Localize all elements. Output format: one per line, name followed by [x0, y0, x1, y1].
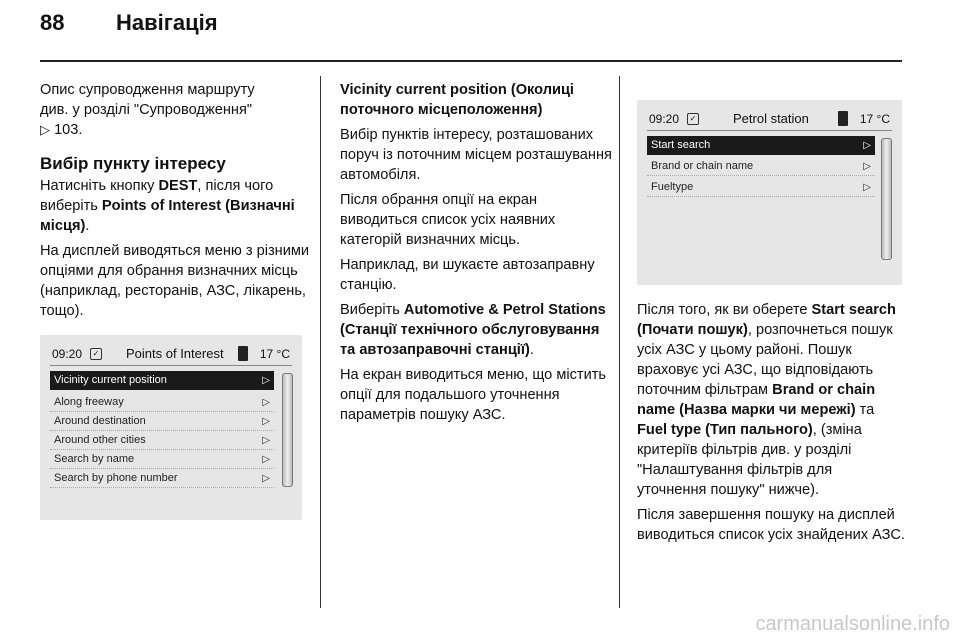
screen-title: Petrol station: [733, 111, 809, 126]
screen-time: 09:20: [52, 347, 83, 361]
thermometer-icon: [838, 111, 848, 126]
column-divider-right: [619, 76, 620, 608]
right-column: [637, 300, 905, 550]
chevron-right-icon: ▷: [262, 473, 270, 484]
chevron-right-icon: ▷: [262, 375, 270, 386]
screen-menu-item: Start search ▷: [647, 136, 875, 155]
screen-status-bar: [647, 108, 892, 131]
chevron-right-icon: ▷: [262, 435, 270, 446]
menu-description: На дисплей виводяться меню з різними опціями для обрання визначних місць (наприклад, ресторанів, АЗС, лікарень, тощо).: [40, 243, 310, 319]
clock-icon: ✓: [687, 113, 699, 125]
screen-menu-item: Brand or chain name ▷: [647, 157, 875, 176]
screen-menu-item: Search by name ▷: [50, 450, 274, 469]
petrol-station-screen-image: [637, 100, 902, 285]
screen-menu-item: Vicinity current position ▷: [50, 371, 274, 390]
clock-icon: ✓: [90, 348, 102, 360]
screen-menu-item: Fueltype ▷: [647, 178, 875, 197]
page-number: 88: [40, 10, 65, 35]
vicinity-heading: Vicinity current position (Околиці поточного місцеположення): [340, 82, 574, 118]
screen-temperature: 17 °C: [259, 347, 290, 361]
refine-menu-description: На екран виводиться меню, що містить опції для подальшого уточнення параметрів пошуку АЗС.: [340, 367, 607, 423]
middle-column: [340, 80, 612, 430]
screen-menu-item: Around other cities ▷: [50, 431, 274, 450]
screen-menu-item: Around destination ▷: [50, 412, 274, 431]
page-ref: 103.: [54, 122, 83, 138]
page-title: Навігація: [116, 10, 218, 35]
thermometer-icon: [238, 346, 248, 361]
poi-screen-image: [40, 335, 302, 520]
screen-menu-item: Search by phone number ▷: [50, 469, 274, 488]
vicinity-description: Вибір пунктів інтересу, розташованих поруч із поточним місцем розташування автомобіля.: [340, 127, 612, 183]
chevron-right-icon: ▷: [262, 416, 270, 427]
screen-status-bar: [50, 343, 292, 366]
example-paragraph: Наприклад, ви шукаєте автозаправну станцію.: [340, 257, 595, 293]
chevron-right-icon: ▷: [262, 397, 270, 408]
header-rule: [40, 60, 902, 62]
dest-instruction: Натисніть кнопку DEST, після чого виберіть Points of Interest (Визначні місця).: [40, 178, 295, 234]
search-complete-paragraph: Після завершення пошуку на дисплей виводиться список усіх знайдених АЗС.: [637, 507, 905, 543]
watermark: carmanualsonline.info: [755, 613, 950, 635]
page-ref-arrow-icon: ▷: [40, 122, 50, 137]
start-search-paragraph: Після того, як ви оберете Start search (Почати пошук), розпочнеться пошук усіх АЗС у цьому районі. Пошук враховує усі АЗС, що відповідають поточним фільтрам Brand or chain name (Назва марки чи мережі) та Fuel type (Тип пального), (зміна критеріїв фільтрів див. у розділі "Налаштування фільтрів для уточнення пошуку" нижче).: [637, 302, 896, 498]
chevron-right-icon: ▷: [863, 161, 871, 172]
screen-time: 09:20: [649, 112, 680, 126]
screen-scrollbar: [282, 373, 293, 487]
screen-temperature: 17 °C: [859, 112, 890, 126]
left-column: [40, 80, 312, 326]
category-list-description: Після обрання опції на екран виводиться список усіх наявних категорій визначних місць.: [340, 192, 556, 248]
screen-title: Points of Interest: [126, 346, 224, 361]
column-divider-left: [320, 76, 321, 608]
chevron-right-icon: ▷: [863, 140, 871, 151]
chevron-right-icon: ▷: [863, 182, 871, 193]
chevron-right-icon: ▷: [262, 454, 270, 465]
screen-scrollbar: [881, 138, 892, 260]
route-guidance-paragraph: Опис супроводження маршруту див. у розділі "Супроводження" ▷ 103.: [40, 82, 255, 138]
select-stations-instruction: Виберіть Automotive & Petrol Stations (Станції технічного обслуговування та автозаправочні станції).: [340, 302, 606, 358]
section-heading: Вибір пункту інтересу: [40, 154, 226, 173]
screen-menu-item: Along freeway ▷: [50, 393, 274, 412]
